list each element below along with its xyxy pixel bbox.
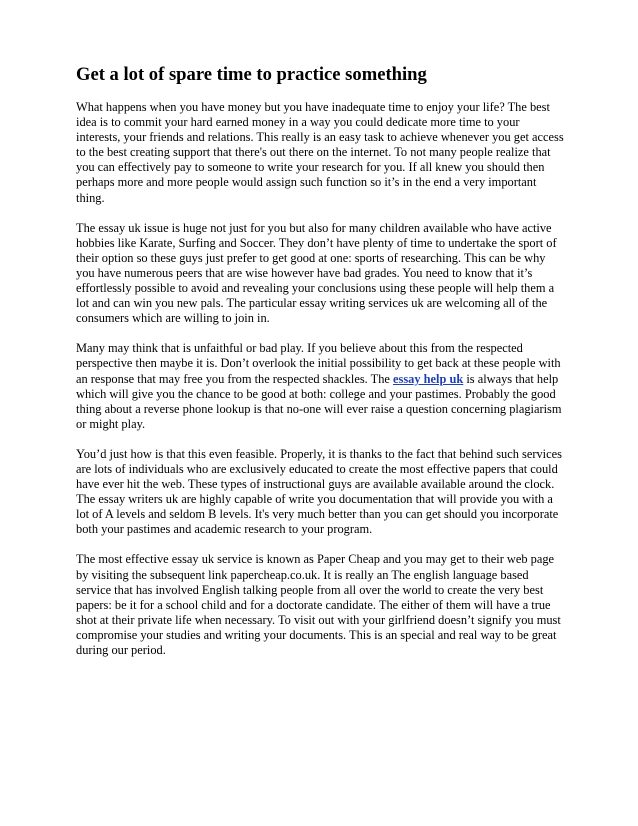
paragraph-1: What happens when you have money but you have inadequate time to enjoy your life? The best idea is to commit your hard earned money in a way you could dedicate more time to your interests, your friends and relations. This really is an easy task to achieve whenever you get access to the best creating support that there's out there on the internet. To not many people realize that you can effectively pay to someone to write your research for you. If all knew you should then perhaps more and more people would assign such function so it’s in the end a very important thing.: [76, 100, 564, 205]
paragraph-5: The most effective essay uk service is known as Paper Cheap and you may get to their web page by visiting the subsequent link papercheap.co.uk. It is really an The english language based service that has involved English talking people from all over the world to create the very best papers: be it for a school child and for a doctorate candidate. The either of them will have a true shot at their private life when necessary. To visit out with your girlfriend doesn’t signify you must compromise your studies and writing your documents. This is an special and real way to be great during our period.: [76, 552, 561, 657]
paragraph-3: [76, 341, 564, 432]
paragraph-2: The essay uk issue is huge not just for you but also for many children available who have active hobbies like Karate, Surfing and Soccer. They don’t have plenty of time to undertake the sport of their option so these guys just prefer to get good at one: sports of researching. This can be why you have numerous peers that are wise however have bad grades. You need to know that it’s effortlessly possible to avoid and revealing your conclusions using these people will help them a lot and can win you new pals. The particular essay writing services uk are welcoming all of the consumers which are willing to join in.: [76, 220, 557, 326]
document-page: [76, 64, 564, 673]
paragraph-3-text-before: Many may think that is unfaithful or bad play. If you believe about this from the respected perspective then maybe it is. Don’t overlook the initial possibility to get back at these people with an response that may free you from the respected shackles. The: [76, 341, 561, 386]
paragraph-3-text-after: is always that help which will give you the chance to be good at both: college and your pastimes. Probably the good thing about a reverse phone lookup is that no-one will ever raise a question concerning plagiarism or might play.: [76, 371, 562, 431]
document-title: Get a lot of spare time to practice something: [76, 64, 427, 85]
paragraph-4: You’d just how is that this even feasible. Properly, it is thanks to the fact that behind such services are lots of individuals who are exclusively educated to create the most effective papers that could have ever hit the web. These types of instructional guys are available available around the clock. The essay writers uk are highly capable of write you documentation that will provide you with a lot of A levels and seldom B levels. It's very much better than you can get should you incorporate both your pastimes and academic research to your program.: [76, 446, 562, 537]
essay-help-uk-link[interactable]: essay help uk: [393, 371, 464, 386]
